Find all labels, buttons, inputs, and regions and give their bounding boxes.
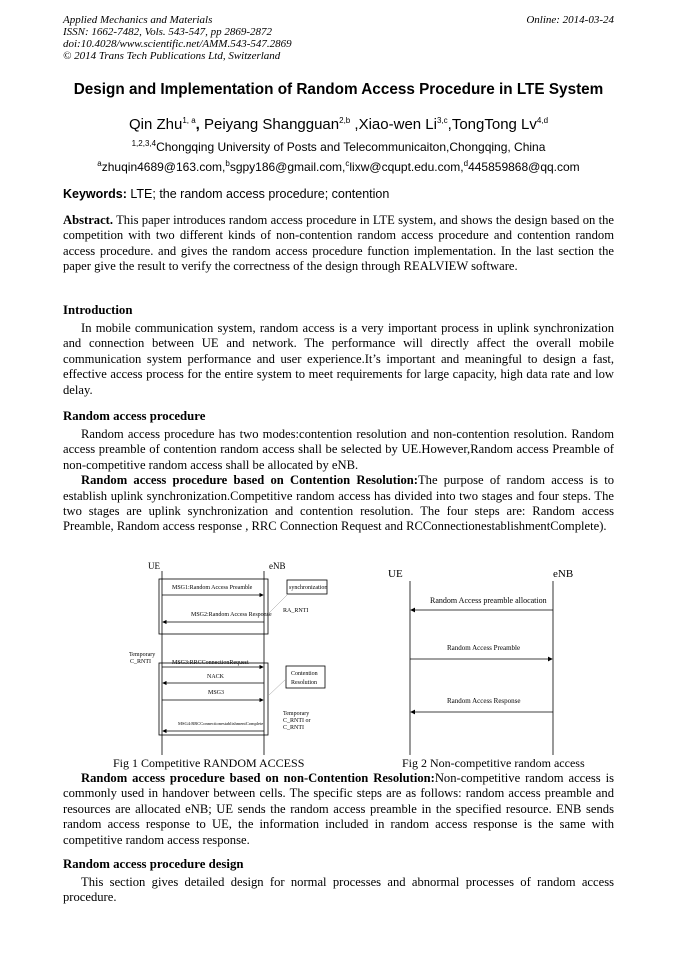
introduction-section: Introduction In mobile communication system, random access is a very important process in uplink synchronization and connection between UE and network. The performance will directly affect the overall mobile communication system performance and user experience.It’s important and meaningful to design a fast, effective access process for the entire system to meet requirements for large capacity, high data rate and low delay. bbox=[63, 303, 614, 397]
authors: Qin Zhu$^{1, a}$, Peiyang Shangguan$^{2,b}$ ,Xiao-wen Li$^{3,c}$,TongTong Lv$^{4,d}$ bbox=[128, 116, 549, 133]
emails: $^a$zhuqin4689@163.com,$^b$sgpy186@gmail.com,$^c$lixw@cqupt.edu.com,$^d$445859868@qq.com bbox=[97, 159, 580, 174]
svg-text:eNB: eNB bbox=[553, 568, 574, 580]
figures bbox=[0, 555, 678, 760]
svg-text:UE: UE bbox=[148, 561, 160, 571]
author: Xiao-wen Li bbox=[358, 116, 437, 133]
section-heading: Random access procedure bbox=[63, 409, 206, 423]
svg-text:NACK: NACK bbox=[207, 674, 225, 680]
svg-text:Resolution: Resolution bbox=[291, 680, 318, 686]
issn: ISSN: 1662-7482, Vols. 543-547, pp 2869-2872 bbox=[63, 26, 272, 38]
email: sgpy186@gmail.com, bbox=[229, 160, 346, 174]
svg-text:Temporary: Temporary bbox=[129, 652, 156, 658]
email: 445859868@qq.com bbox=[468, 160, 580, 174]
affiliation: $^{1,2,3,4}$Chongqing University of Posts and Telecommunicaiton,Chongqing, China bbox=[131, 139, 546, 154]
email: zhuqin4689@163.com, bbox=[101, 160, 226, 174]
svg-text:C_RNTI: C_RNTI bbox=[130, 659, 151, 665]
svg-text:Random Access preamble allocat: Random Access preamble allocation bbox=[430, 596, 547, 605]
section-heading: Introduction bbox=[63, 303, 133, 317]
svg-text:Random Access Preamble: Random Access Preamble bbox=[447, 644, 521, 652]
online-date: Online: 2014-03-24 bbox=[526, 14, 614, 26]
svg-text:eNB: eNB bbox=[269, 561, 286, 571]
svg-text:Random Access Response: Random Access Response bbox=[447, 697, 521, 705]
svg-text:RA_RNTI: RA_RNTI bbox=[283, 608, 309, 614]
figure-2-non-competitive bbox=[388, 568, 573, 755]
svg-text:MSG1:Random Access Preamble: MSG1:Random Access Preamble bbox=[172, 585, 253, 591]
figure-1-caption: Fig 1 Competitive RANDOM ACCESS bbox=[113, 756, 305, 770]
random-access-section: Random access procedure Random access procedure has two modes:contention resolution and non-contention resolution. Random access preamble of contention random access shall be selected by UE.However,Random access Preamble of non-competitive random access shall be allocated by eNB. Random access procedure based on Contention Resolution:The purpose of random access is to establish uplink synchronization.Competitive random access has divided into two stages and four steps. The two stages are uplink synchronization and contention resolution. The four steps are: Random access Preamble, Random access response , RRC Connection Request and RCConnectionestablishmentComplete). bbox=[63, 409, 614, 534]
paper-title: Design and Implementation of Random Access Procedure in LTE System bbox=[73, 81, 604, 98]
non-contention-paragraph: Random access procedure based on non-Contention Resolution:Non-competitive random access is commonly used in handover between cells. The specific steps are as follows: random access preamble and resources are allocated eNB; UE sends the random access preamble in the specified resource. ENB sends random access response to UE, the information included in random access response is the same with competitive random access response. bbox=[63, 771, 615, 847]
svg-text:C_RNTI: C_RNTI bbox=[283, 725, 304, 731]
svg-text:synchronization: synchronization bbox=[289, 585, 328, 591]
svg-text:MSG3: MSG3 bbox=[208, 690, 225, 696]
figure-2-caption: Fig 2 Non-competitive random access bbox=[402, 756, 585, 770]
keywords: Keywords: LTE; the random access procedure; contention bbox=[63, 187, 390, 201]
doi: doi:10.4028/www.scientific.net/AMM.543-547.2869 bbox=[63, 38, 292, 50]
svg-text:UE: UE bbox=[388, 568, 403, 580]
email: lixw@cqupt.edu.com, bbox=[349, 160, 464, 174]
journal-name: Applied Mechanics and Materials bbox=[63, 14, 213, 26]
author: Peiyang Shangguan bbox=[204, 116, 340, 133]
author: TongTong Lv bbox=[451, 116, 537, 133]
figure-1-competitive bbox=[129, 561, 327, 755]
design-section: Random access procedure design This section gives detailed design for normal processes and abnormal processes of random access procedure. bbox=[63, 857, 614, 905]
svg-text:C_RNTI or: C_RNTI or bbox=[283, 718, 311, 724]
section-heading: Random access procedure design bbox=[63, 857, 244, 871]
abstract: Abstract. This paper introduces random access procedure in LTE system, and shows the design based on the competition with two different kinds of non-contention random access procedure and contention random access procedure. and gives the random access procedure function implementation. In the last section the paper give the result to verify the correctness of the design through REALVIEW software. bbox=[63, 213, 614, 274]
svg-text:MSG2:Random Access Response: MSG2:Random Access Response bbox=[191, 612, 272, 618]
svg-text:Contention: Contention bbox=[291, 671, 318, 677]
svg-text:Temporary: Temporary bbox=[283, 711, 310, 717]
author: Qin Zhu bbox=[128, 116, 183, 133]
svg-text:MSG4:RRCConnectionestablishmen: MSG4:RRCConnectionestablishmentComplete bbox=[178, 721, 264, 726]
svg-text:MSG3:RRCConnectionRequest: MSG3:RRCConnectionRequest bbox=[172, 660, 249, 666]
copyright: © 2014 Trans Tech Publications Ltd, Switzerland bbox=[63, 50, 281, 62]
